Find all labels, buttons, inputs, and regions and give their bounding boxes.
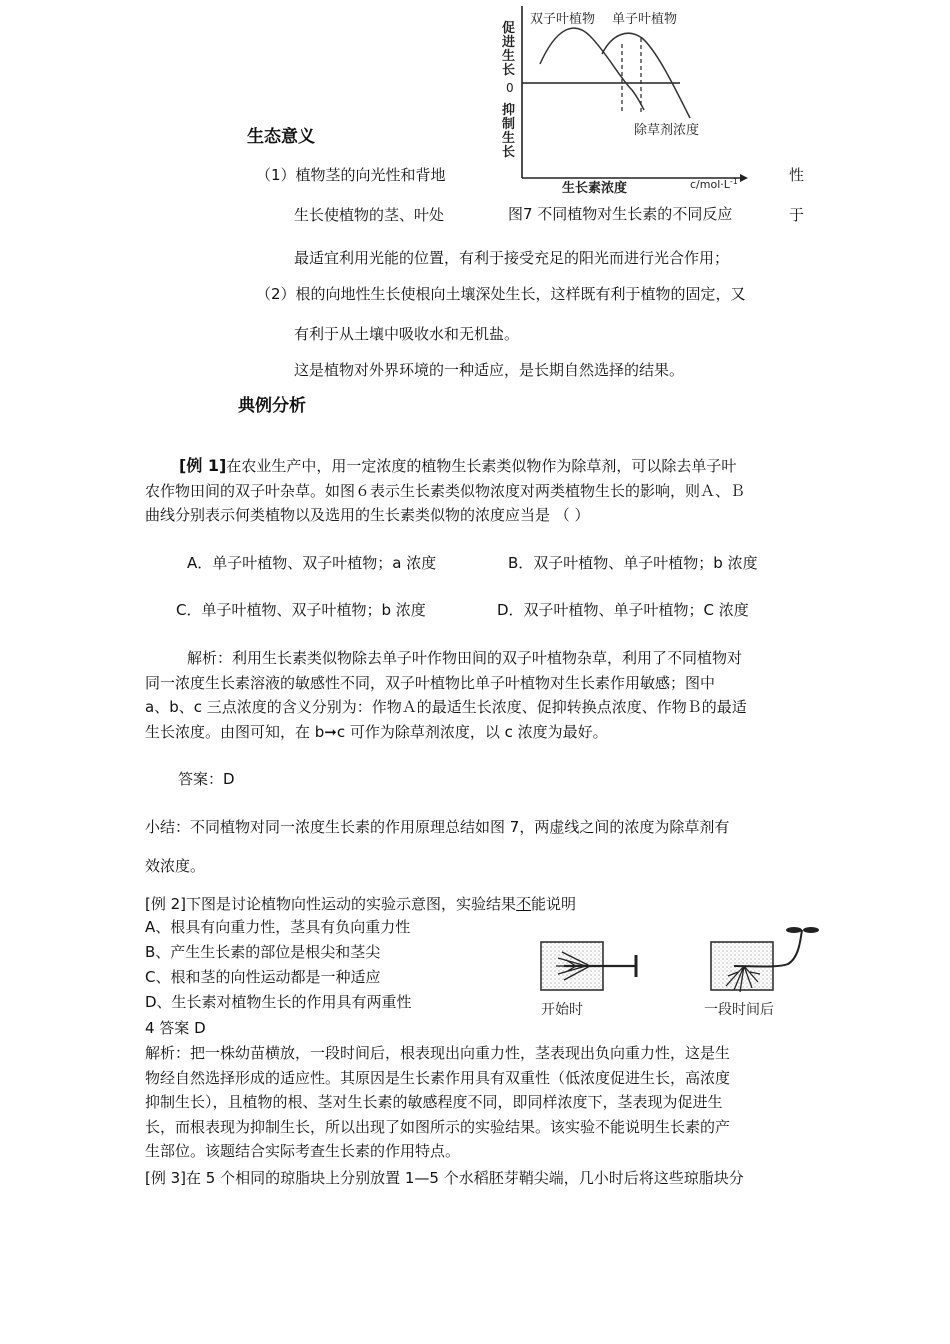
example2-answer: 4 答案 D — [145, 1019, 206, 1037]
example2-analysis-line-4: 长，而根表现为抑制生长，所以出现了如图所示的实验结果。该实验不能说明生长素的产 — [145, 1117, 731, 1136]
dicot-label: 双子叶植物 — [530, 12, 596, 27]
example1-line-1-text: 在农业生产中，用一定浓度的植物生长素类似物作为除草剂，可以除去单子叶 — [226, 457, 737, 475]
monocot-label: 单子叶植物 — [612, 12, 678, 27]
example1-analysis-line-2: 同一浓度生长素溶液的敏感性不同，双子叶植物比单子叶植物对生长素作用敏感；图中 — [145, 673, 716, 692]
x-axis-label: 生长素浓度 — [562, 181, 628, 196]
example2-option-d: D、生长素对植物生长的作用具有两重性 — [145, 993, 412, 1011]
example2-title-post: 能说明 — [531, 895, 577, 913]
y-promote-1: 促 — [502, 21, 516, 36]
ecology-p1-line3: 最适宜利用光能的位置，有利于接受充足的阳光而进行光合作用； — [294, 249, 730, 267]
ecology-p3: 这是植物对外界环境的一种适应，是长期自然选择的结果。 — [294, 361, 685, 379]
y-promote-4: 长 — [502, 63, 516, 78]
fig-label-after: 一段时间后 — [704, 1002, 774, 1018]
y-promote-2: 进 — [502, 35, 516, 50]
example1-line-2: 农作物田间的双子叶杂草。如图６表示生长素类似物浓度对两类植物生长的影响，则Ａ、Ｂ — [145, 481, 746, 500]
x-unit-label: $c/mol\cdot L^{-1}$ — [690, 177, 738, 191]
ecology-p1-line2-right: 于 — [789, 206, 805, 224]
example2-figure — [530, 922, 834, 1020]
example2-option-b: B、产生生长素的部位是根尖和茎尖 — [145, 943, 381, 961]
example1-option-c: C．单子叶植物、双子叶植物；b 浓度 — [176, 601, 426, 619]
example1-analysis — [145, 646, 747, 744]
y-inhibit-3: 生 — [502, 131, 516, 146]
example2-analysis-line-2: 物经自然选择形成的适应性。其原因是生长素作用具有双重性（低浓度促进生长，高浓度 — [145, 1068, 731, 1087]
seedling-after-drawing — [711, 927, 819, 992]
example1-answer: 答案：D — [178, 770, 235, 788]
heading-ecology: 生态意义 — [247, 127, 315, 147]
example1-analysis-line-1: 解析：利用生长素类似物除去单子叶作物田间的双子叶植物杂草，利用了不同植物对 — [187, 649, 743, 667]
example2-option-c: C、根和茎的向性运动都是一种适应 — [145, 968, 381, 986]
zero-label: 0 — [506, 81, 514, 95]
y-promote-3: 生 — [502, 49, 516, 64]
x-axis-arrow — [740, 174, 748, 182]
example1-option-b: B．双子叶植物、单子叶植物；b 浓度 — [508, 554, 758, 572]
ecology-p1-line1-left: （1）植物茎的向光性和背地 — [256, 166, 446, 184]
example2-analysis — [145, 1041, 730, 1164]
example1-line-1 — [145, 454, 745, 479]
figure-7-caption: 图7 不同植物对生长素的不同反应 — [508, 205, 733, 223]
example2-title-pre: [例 2]下图是讨论植物向性运动的实验示意图，实验结果 — [145, 895, 517, 913]
fig-label-start: 开始时 — [541, 1002, 583, 1018]
monocot-curve — [602, 33, 690, 118]
ecology-p2-line2: 有利于从土壤中吸收水和无机盐。 — [294, 325, 520, 343]
example2-options — [145, 915, 412, 1015]
example2-option-a: A、根具有向重力性，茎具有负向重力性 — [145, 918, 411, 936]
y-inhibit-2: 制 — [502, 117, 516, 132]
example1-summary-line1: 小结：不同植物对同一浓度生长素的作用原理总结如图 7，两虚线之间的浓度为除草剂有 — [145, 818, 730, 836]
example1-analysis-line-4: 生长浓度。由图可知，在 b➞c 可作为除草剂浓度，以 c 浓度为最好。 — [145, 722, 608, 741]
example1-option-d: D．双子叶植物、单子叶植物；C 浓度 — [497, 601, 749, 619]
dicot-curve — [540, 28, 644, 110]
example2-analysis-line-1: 解析：把一株幼苗横放，一段时间后，根表现出向重力性，茎表现出负向重力性，这是生 — [145, 1044, 731, 1062]
example1-tag: [例 1] — [179, 456, 227, 475]
example1-question — [145, 454, 745, 528]
y-inhibit-1: 抑 — [502, 103, 516, 118]
example1-line-3: 曲线分别表示何类植物以及选用的生长素类似物的浓度应当是 （ ） — [145, 506, 590, 524]
seedling-start-drawing — [541, 942, 636, 990]
example2-title — [145, 895, 576, 913]
example2-analysis-line-5: 生部位。该题结合实际考查生长素的作用特点。 — [145, 1142, 461, 1160]
heading-examples: 典例分析 — [238, 396, 306, 416]
ecology-p1-line1-right: 性 — [789, 166, 805, 184]
example2-title-underline: 不 — [516, 895, 532, 913]
figure-7-graph — [494, 0, 784, 200]
example1-summary-line2: 效浓度。 — [145, 857, 206, 875]
ecology-p2-line1: （2）根的向地性生长使根向土壤深处生长，这样既有利于植物的固定，又 — [256, 285, 746, 303]
example2-analysis-line-3: 抑制生长），且植物的根、茎对生长素的敏感程度不同，即同样浓度下，茎表现为促进生 — [145, 1093, 723, 1111]
x-unit-exponent: -1 — [729, 177, 738, 186]
example1-analysis-line-3: a、b、c 三点浓度的含义分别为：作物Ａ的最适生长浓度、促抑转换点浓度、作物Ｂ的最适 — [145, 698, 747, 716]
y-inhibit-4: 长 — [502, 145, 516, 160]
example1-option-a: A．单子叶植物、双子叶植物；a 浓度 — [187, 554, 437, 572]
example3-line: [例 3]在 5 个相同的琼脂块上分别放置 1—5 个水稻胚芽鞘尖端，几小时后将这些琼脂块分 — [145, 1169, 744, 1187]
herbicide-label: 除草剂浓度 — [634, 123, 700, 138]
ecology-p1-line2-left: 生长使植物的茎、叶处 — [294, 206, 445, 224]
